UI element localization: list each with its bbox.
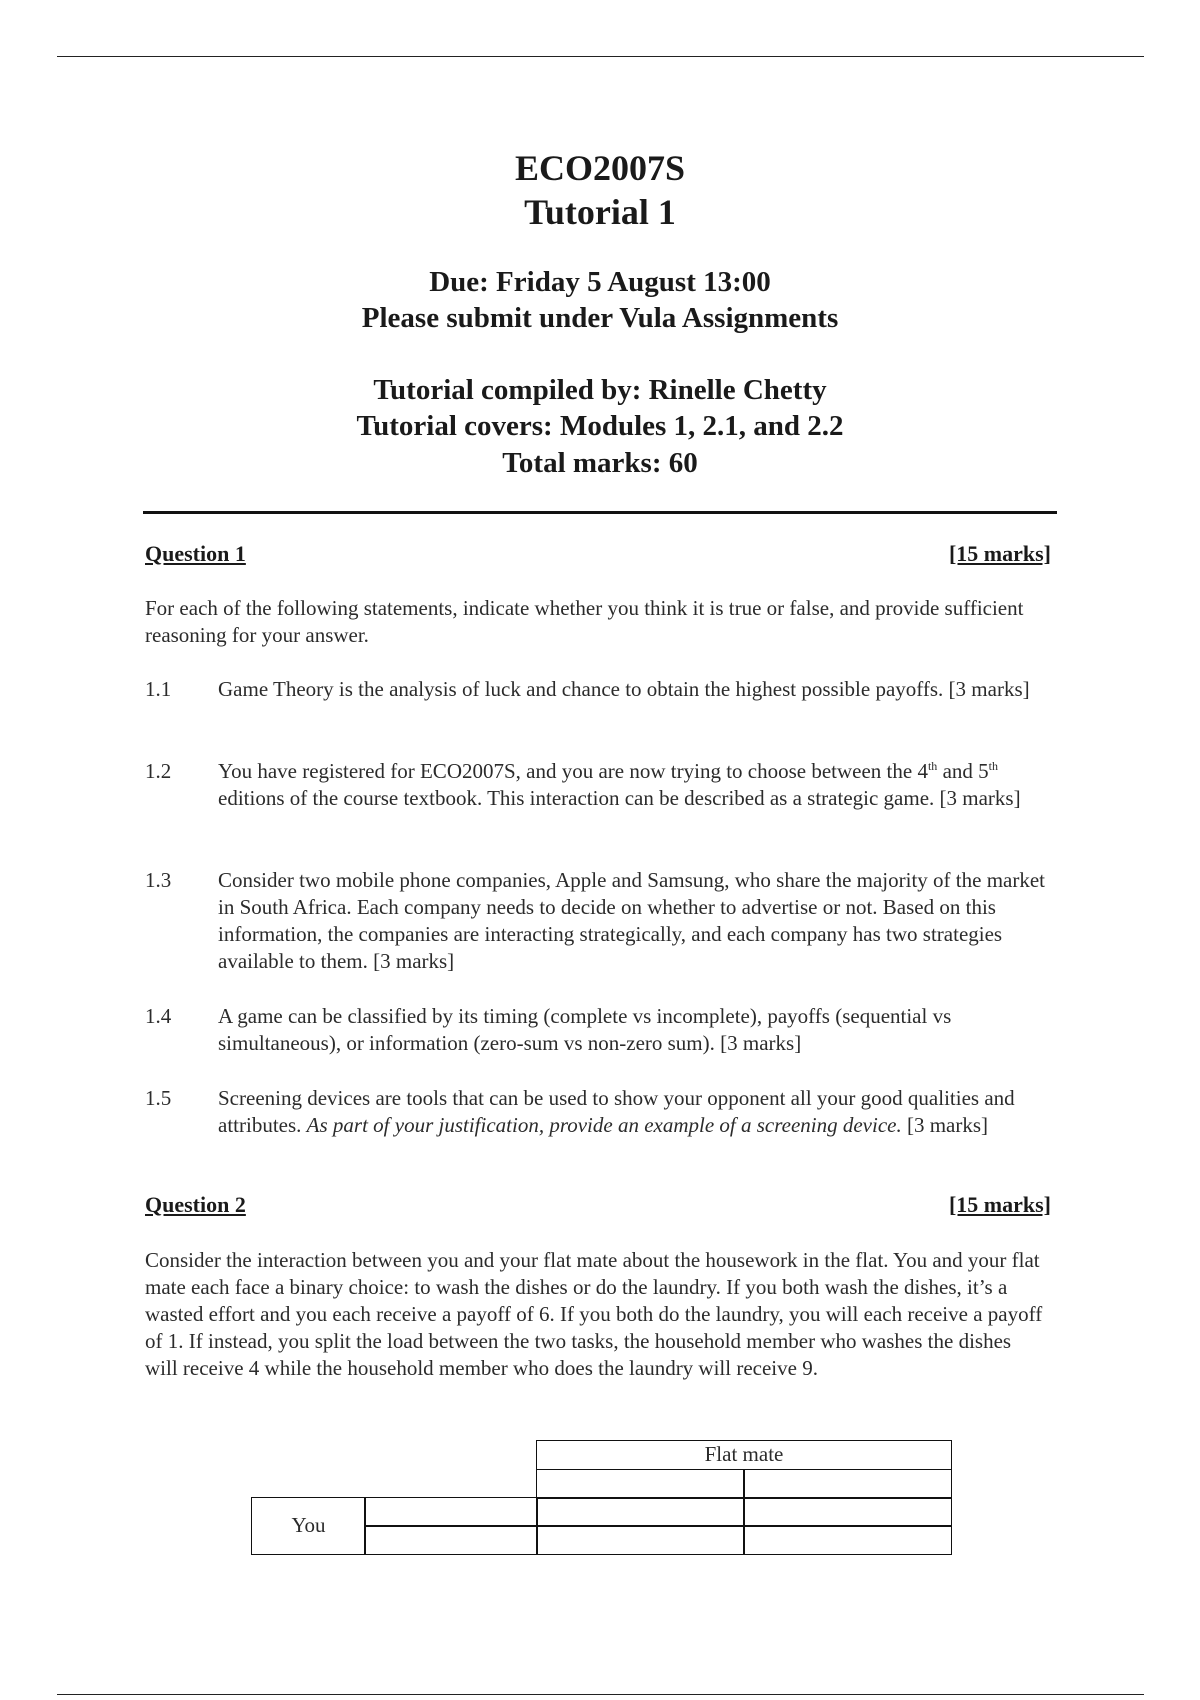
item-number: 1.4 [145,1004,172,1028]
item-text: You have registered for ECO2007S, and you are now trying to choose between the 4th and 5th editions of the course textbook. This interaction can be described as a strategic game. [3 marks] [218,759,1021,810]
flat-mate-header: Flat mate [536,1440,952,1470]
table-cell[interactable] [536,1469,745,1499]
item-text: Consider two mobile phone companies, Apple and Samsung, who share the majority of the market in South Africa. Each company needs to decide on whether to advertise or not. Based on this information, the companies are interacting strategically, and each company has two strategies available to them. [3 marks] [218,868,1045,973]
course-code: ECO2007S [514,148,686,188]
you-header: You [251,1497,366,1555]
bottom-rule [57,1694,1144,1695]
question-2-marks: [15 marks] [948,1192,1051,1217]
item-number: 1.1 [145,677,172,701]
compiled-by: Tutorial compiled by: Rinelle Chetty [373,374,827,406]
question-2-title: Question 2 [145,1192,246,1217]
submission-note: Please submit under Vula Assignments [361,302,839,334]
question-2-header [145,1192,1051,1218]
table-cell[interactable] [536,1525,745,1555]
tutorial-title: Tutorial 1 [524,192,676,232]
item-text: Game Theory is the analysis of luck and chance to obtain the highest possible payoffs. [3 marks] [218,677,1030,701]
question-1-marks: [15 marks] [948,541,1051,566]
question-1-header [145,541,1051,567]
top-rule [57,56,1144,57]
table-cell[interactable] [743,1525,952,1555]
table-cell[interactable] [364,1497,538,1527]
item-number: 1.5 [145,1086,172,1110]
table-cell[interactable] [536,1497,745,1527]
total-marks: Total marks: 60 [502,447,698,479]
question-2-intro: Consider the interaction between you and your flat mate about the housework in the flat. You and your flat mate each face a binary choice: to wash the dishes or do the laundry. If you both wash the dishes, it’s a wasted effort and you each receive a payoff of 6. If you both do the laundry, you will each receive a payoff of 1. If instead, you split the load between the two tasks, the household member who washes the dishes will receive 4 while the household member who does the laundry will receive 9. [145,1248,1043,1380]
table-cell[interactable] [743,1469,952,1499]
item-number: 1.2 [145,759,172,783]
header-divider [143,511,1057,514]
tutorial-covers: Tutorial covers: Modules 1, 2.1, and 2.2 [356,410,844,442]
table-cell[interactable] [364,1525,538,1555]
item-text: A game can be classified by its timing (complete vs incomplete), payoffs (sequential vs simultaneous), or information (zero-sum vs non-zero sum). [3 marks] [218,1004,952,1055]
table-cell[interactable] [743,1497,952,1527]
question-1-intro: For each of the following statements, indicate whether you think it is true or false, and provide sufficient reasoning for your answer. [145,596,1024,647]
item-text: Screening devices are tools that can be used to show your opponent all your good qualities and attributes. As part of your justification, provide an example of a screening device. [3 marks] [218,1086,1015,1137]
item-number: 1.3 [145,868,172,892]
question-1-title: Question 1 [145,541,246,566]
due-date: Due: Friday 5 August 13:00 [429,266,771,298]
